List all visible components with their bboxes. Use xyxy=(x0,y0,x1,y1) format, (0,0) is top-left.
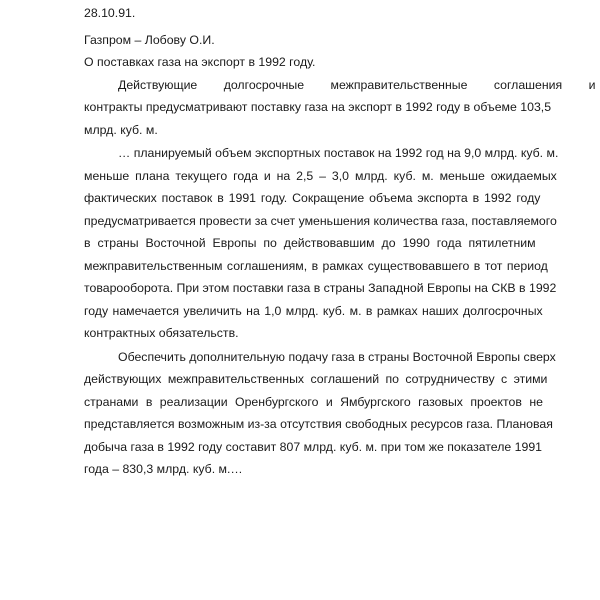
paragraph-line: млрд. куб. м. xyxy=(84,122,158,137)
paragraph-line: контракты предусматривают поставку газа на экспорт в 1992 году в объеме 103,5 xyxy=(84,100,552,114)
document-body xyxy=(84,2,596,481)
paragraph-line: товарооборота. При этом поставки газа в страны Западной Европы на СКВ в 1992 xyxy=(84,281,557,295)
paragraph-3 xyxy=(84,346,560,481)
paragraph-line: году намечается увеличить на 1,0 млрд. куб. м. в рамках наших долгосрочных xyxy=(84,303,543,318)
paragraph-line: меньше плана текущего года и на 2,5 – 3,0 млрд. куб. м. меньше ожидаемых xyxy=(84,168,557,183)
paragraph-line: добыча газа в 1992 году составит 807 млрд. куб. м. при том же показателе 1991 xyxy=(84,439,542,454)
paragraph-line: предусматривается провести за счет уменьшения количества газа, поставляемого xyxy=(84,213,557,228)
paragraph-line: странами в реализации Оренбургского и Ямбургского газовых проектов не xyxy=(84,394,543,409)
document-date: 28.10.91. xyxy=(84,6,136,20)
paragraph-1 xyxy=(84,74,596,142)
paragraph-line: года – 830,3 млрд. куб. м.… xyxy=(84,462,243,476)
paragraph-line: контрактных обязательств. xyxy=(84,326,239,340)
paragraph-line: действующих межправительственных соглашений по сотрудничеству с этими xyxy=(84,372,548,386)
paragraph-line: в страны Восточной Европы по действовавшим до 1990 года пятилетним xyxy=(84,236,536,250)
paragraph-line: Обеспечить дополнительную подачу газа в страны Восточной Европы сверх xyxy=(118,349,556,364)
document-addressee: Газпром – Лобову О.И. xyxy=(84,32,215,47)
paragraph-line: межправительственным соглашениям, в рамках существовавшего в тот период xyxy=(84,258,548,273)
paragraph-line: Действующие долгосрочные межправительственные соглашения и xyxy=(118,77,596,92)
paragraph-line: представляется возможным из-за отсутствия свободных ресурсов газа. Плановая xyxy=(84,417,553,431)
paragraph-line: фактических поставок в 1991 году. Сокращение объема экспорта в 1992 году xyxy=(84,191,541,205)
paragraph-line: … планируемый объем экспортных поставок на 1992 год на 9,0 млрд. куб. м. xyxy=(118,146,559,160)
paragraph-2 xyxy=(84,142,560,345)
document-subject: О поставках газа на экспорт в 1992 году. xyxy=(84,55,316,69)
